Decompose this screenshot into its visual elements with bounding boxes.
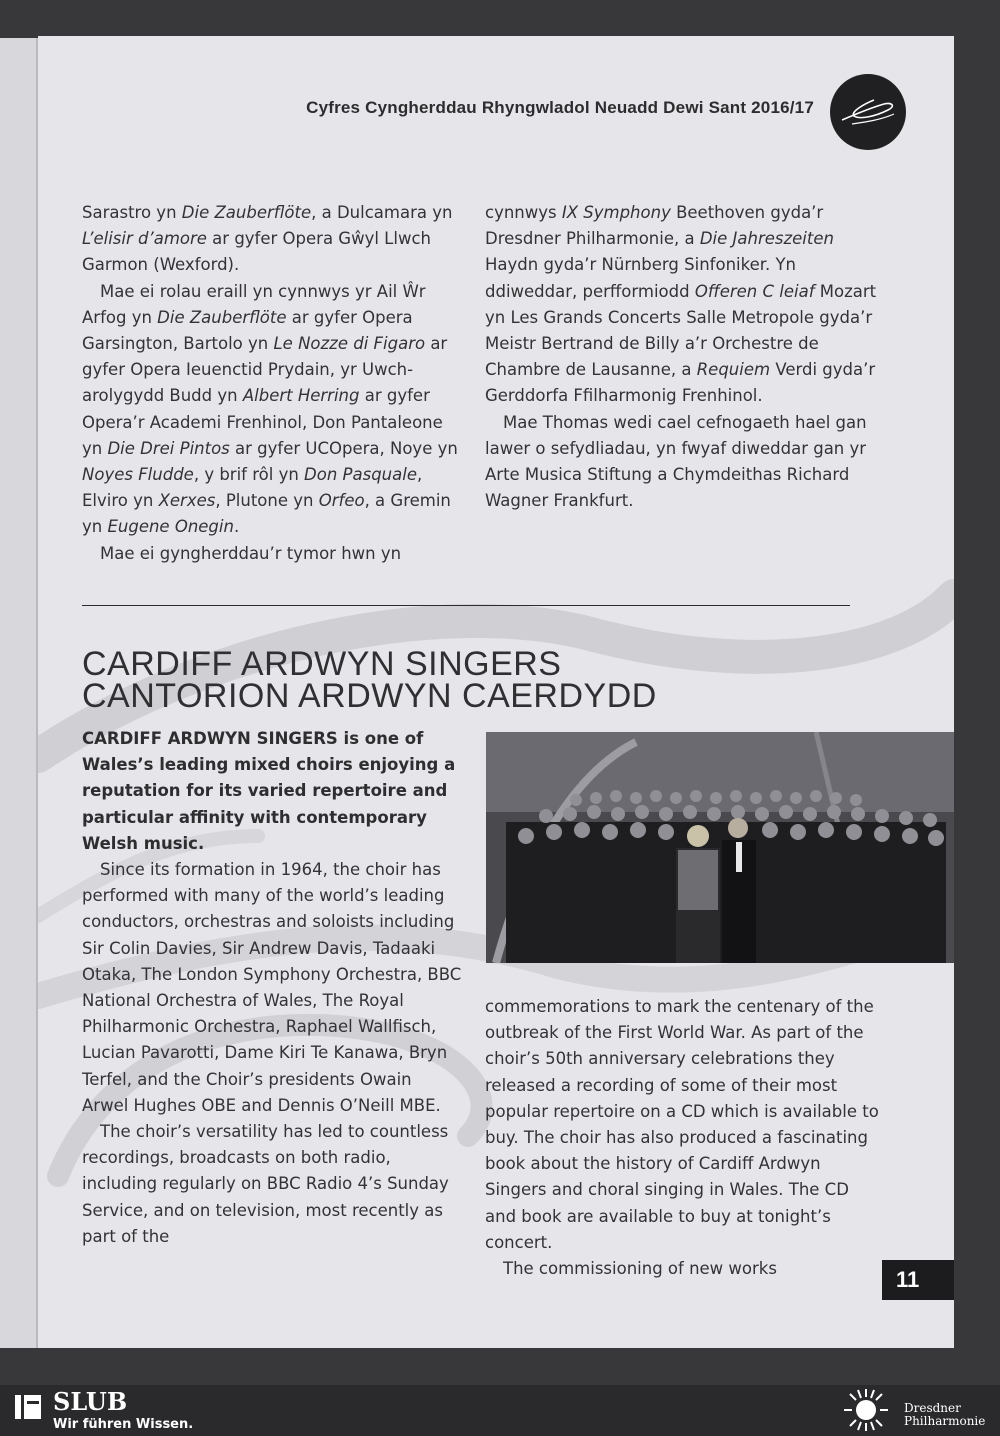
- italic-title: Die Zauberflöte: [181, 203, 312, 222]
- italic-title: Die Drei Pintos: [107, 438, 230, 458]
- italic-title: Die Jahreszeiten: [699, 229, 834, 249]
- italic-title: Albert Herring: [242, 386, 360, 406]
- italic-title: Offeren C leiaf: [694, 281, 815, 301]
- italic-title: Xerxes: [158, 491, 216, 511]
- sunburst-icon: [840, 1387, 892, 1433]
- page-number: 11: [882, 1260, 954, 1300]
- italic-title: Noyes Fludde: [82, 465, 194, 485]
- paragraph: Sarastro yn Die Zauberflöte, a Dulcamara yn L’elisir d’amore ar gyfer Opera Gŵyl Llwch Garmon (Wexford).: [82, 203, 453, 275]
- slub-tagline: Wir führen Wissen.: [53, 1417, 194, 1432]
- italic-title: Eugene Onegin: [107, 517, 234, 537]
- paragraph: Since its formation in 1964, the choir has performed with many of the world’s leading conductors, orchestras and soloists including Sir Colin Davies, Sir Andrew Davis, Tadaaki Otaka, The London Symphony Orchestra, BBC National Orchestra of Wales, The Royal Philharmonic Orchestra, Raphael Wallfisch, Lucian Pavarotti, Dame Kiri Te Kanawa, Bryn Terfel, and the Choir’s presidents Owain Arwel Hughes OBE and Dennis O’Neill MBE.: [82, 860, 462, 1115]
- paragraph: Mae Thomas wedi cael cefnogaeth hael gan lawer o sefydliadau, yn fwyaf diweddar gan yr Arte Musica Stiftung a Chymdeithas Richard Wagner Frankfurt.: [485, 412, 867, 511]
- italic-title: Don Pasquale: [304, 465, 417, 485]
- heading-welsh: CANTORION ARDWYN CAERDYDD: [82, 677, 657, 715]
- paragraph: commemorations to mark the centenary of the outbreak of the First World War. As part of the choir’s 50th anniversary celebrations they released a recording of some of their most popular repertoire on a CD which is available to buy. The choir has also produced a fascinating book about the history of Cardiff Ardwyn Singers and choral singing in Wales. The CD and book are available to buy at tonight’s concert.: [485, 997, 879, 1252]
- italic-title: Le Nozze di Figaro: [273, 334, 426, 354]
- facing-page-edge: [0, 38, 38, 1348]
- signature-swirl-icon: [830, 74, 906, 150]
- slub-name: SLUB: [53, 1387, 128, 1416]
- welsh-bio-column-right: [485, 200, 885, 514]
- choir-bio-column-left: [82, 726, 462, 1250]
- choir-bio-column-right: [485, 994, 885, 1282]
- italic-title: Die Zauberflöte: [157, 307, 287, 327]
- brochure-page: [38, 36, 954, 1348]
- series-title: Cyfres Cyngherddau Rhyngwladol Neuadd Dewi Sant 2016/17: [306, 98, 814, 117]
- paragraph: The commissioning of new works: [503, 1259, 777, 1279]
- book-stack-icon: [13, 1391, 45, 1423]
- choir-photo: [486, 732, 954, 963]
- paragraph: The choir’s versatility has led to countless recordings, broadcasts on both radio, including regularly on BBC Radio 4’s Sunday Service, and on television, most recently as part of the: [82, 1122, 449, 1246]
- heading-english: CARDIFF ARDWYN SINGERS: [82, 645, 562, 683]
- italic-title: Orfeo: [318, 491, 365, 511]
- dp-line2: Philharmonie: [904, 1414, 986, 1428]
- italic-title: L’elisir d’amore: [82, 229, 207, 249]
- welsh-bio-column-left: [82, 200, 462, 567]
- section-heading: [82, 645, 657, 715]
- paragraph: Mae ei gyngherddau’r tymor hwn yn: [100, 543, 402, 563]
- dp-line1: Dresdner: [904, 1401, 961, 1415]
- dresdner-philharmonie-wordmark: [904, 1402, 985, 1428]
- italic-title: IX Symphony: [561, 203, 671, 222]
- paragraph: Mae ei rolau eraill yn cynnwys yr Ail Ŵr Arfog yn Die Zauberflöte ar gyfer Opera Garsington, Bartolo yn Le Nozze di Figaro ar gyfer Opera Ieuenctid Prydain, yr Uwch-arolygydd Budd yn Albert Herring ar gyfer Opera’r Academi Frenhinol, Don Pantaleone yn Die Drei Pintos ar gyfer UCOpera, Noye yn Noyes Fludde, y brif rôl yn Don Pasquale, Elviro yn Xerxes, Plutone yn Orfeo, a Gremin yn Eugene Onegin.: [82, 281, 458, 537]
- paragraph: cynnwys IX Symphony Beethoven gyda’r Dresdner Philharmonie, a Die Jahreszeiten Haydn gyda’r Nürnberg Sinfoniker. Yn ddiweddar, perfformiodd Offeren C leiaf Mozart yn Les Grands Concerts Salle Metropole gyda’r Meistr Bertrand de Billy a’r Orchestre de Chambre de Lausanne, a Requiem Verdi gyda’r Gerddorfa Ffilharmonig Frenhinol.: [485, 203, 877, 406]
- italic-title: Requiem: [696, 360, 771, 380]
- paragraph: CARDIFF ARDWYN SINGERS is one of Wales’s leading mixed choirs enjoying a reputation for its varied repertoire and particular affinity with contemporary Welsh music.: [82, 729, 456, 853]
- section-divider: [82, 605, 850, 606]
